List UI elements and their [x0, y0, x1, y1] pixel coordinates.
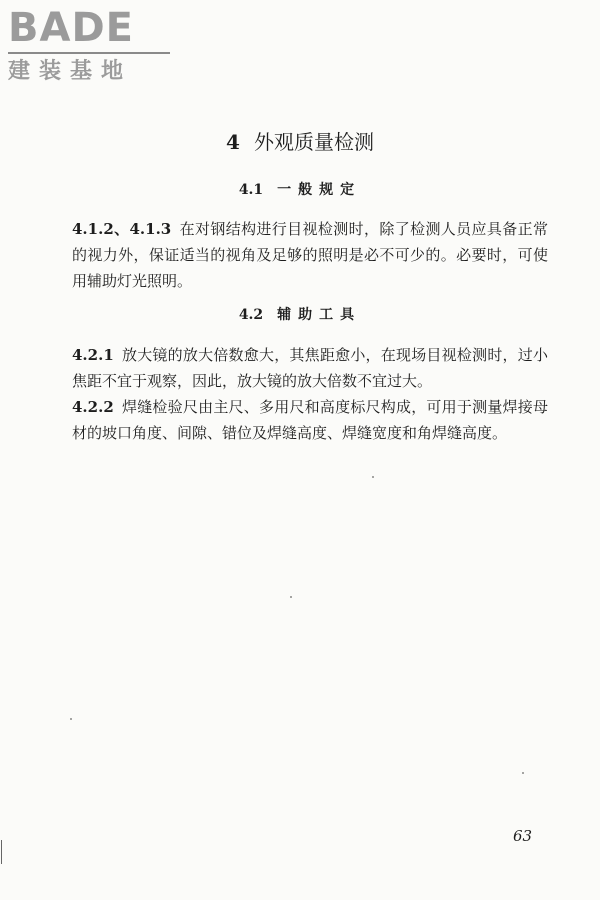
clause-number: 4.2.1 [72, 346, 114, 364]
clause-text: 焊缝检验尺由主尺、多用尺和高度标尺构成，可用于测量焊接母材的坡口角度、间隙、错位及焊缝高度、焊缝宽度和角焊缝高度。 [72, 398, 548, 442]
section-number: 4.1 [238, 182, 264, 198]
scan-speck [522, 772, 524, 774]
chapter-title [0, 129, 600, 155]
logo-divider [8, 52, 170, 54]
section-heading-4-1 [0, 180, 600, 200]
clause-number: 4.1.2、4.1.3 [72, 220, 172, 238]
scan-speck [70, 718, 72, 720]
logo-subtitle: 建装基地 [8, 59, 133, 84]
clause-text: 放大镜的放大倍数愈大，其焦距愈小，在现场目视检测时，过小焦距不宜于观察，因此，放大镜的放大倍数不宜过大。 [72, 346, 548, 390]
clause-paragraph [72, 342, 548, 394]
scan-edge-mark [1, 840, 2, 864]
chapter-number: 4 [226, 130, 240, 154]
clause-paragraph [72, 394, 548, 446]
scan-speck [290, 596, 292, 598]
watermark-logo [8, 6, 178, 90]
clause-text: 在对钢结构进行目视检测时，除了检测人员应具备正常的视力外，保证适当的视角及足够的照明是必不可少的。必要时，可使用辅助灯光照明。 [72, 220, 548, 290]
section-heading-4-2 [0, 305, 600, 325]
page-number: 63 [513, 827, 533, 845]
section-number: 4.2 [238, 307, 264, 323]
section-title-text: 一般规定 [277, 182, 362, 198]
logo-wordmark: BADE [8, 5, 134, 51]
scan-speck [372, 476, 374, 478]
clause-paragraph [72, 216, 548, 294]
clause-number: 4.2.2 [72, 398, 114, 416]
section-title-text: 辅助工具 [277, 307, 362, 323]
chapter-title-text: 外观质量检测 [253, 130, 374, 154]
